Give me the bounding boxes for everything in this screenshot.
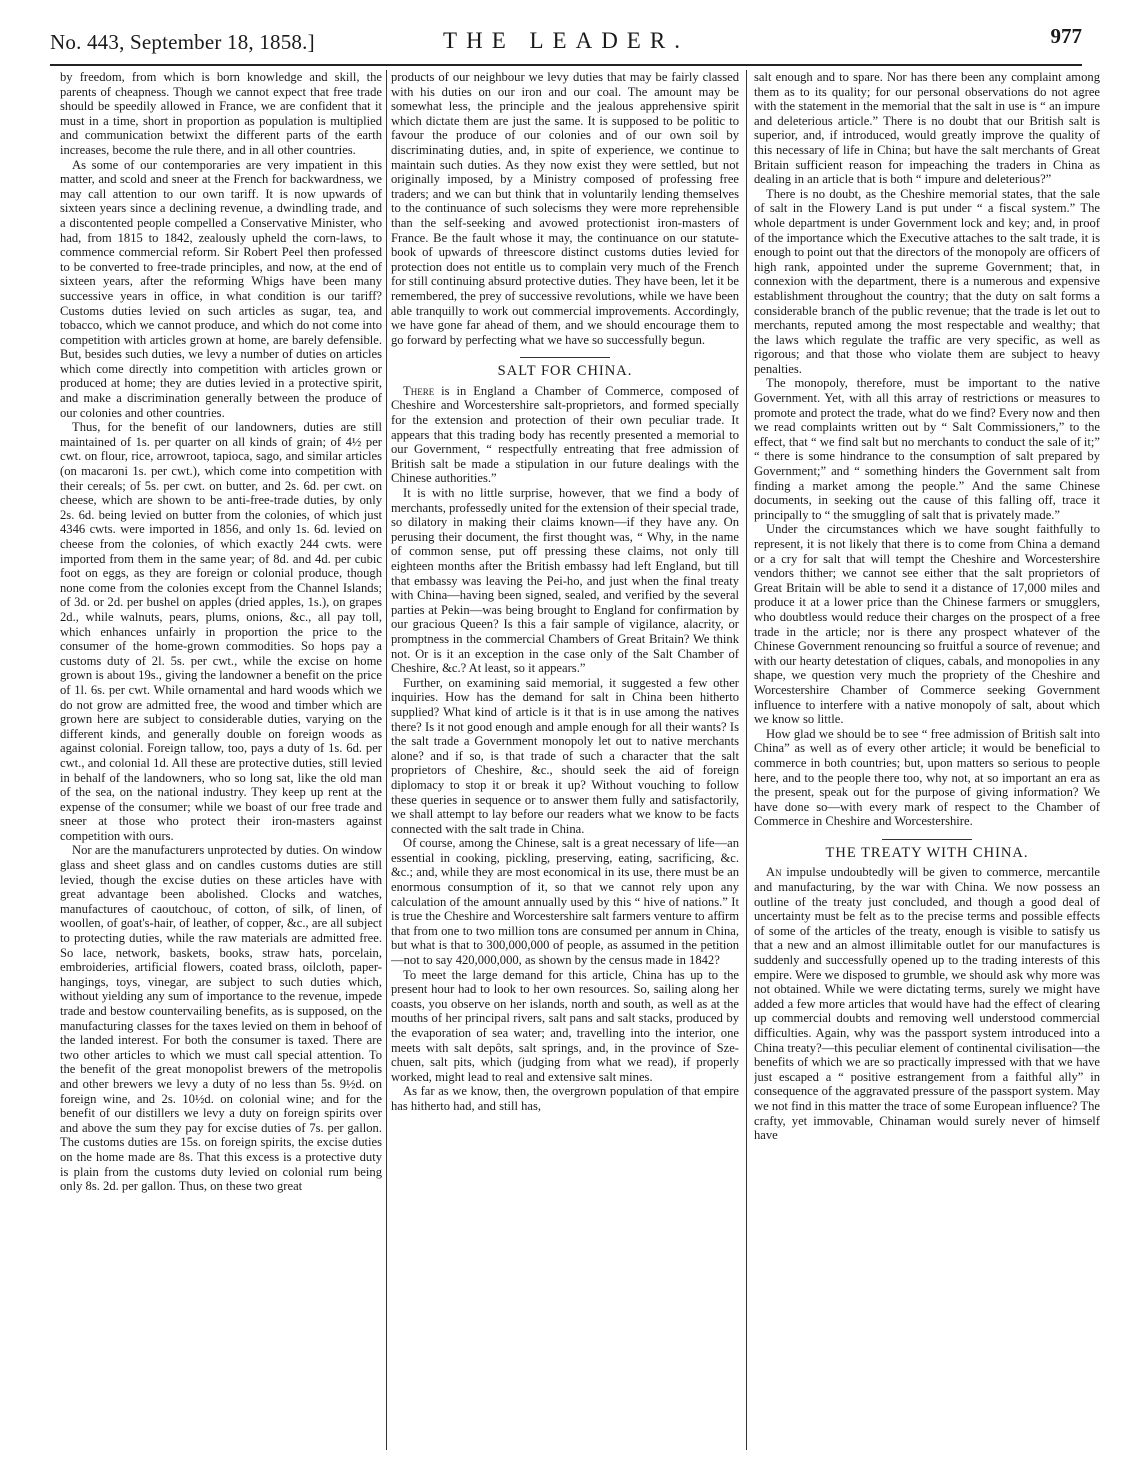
article-paragraph: Thus, for the benefit of our landowners, duties are still maintained of 1s. per quarter on all kinds of grain; of 4½ per cwt. on flour, rice, arrowroot, tapioca, sago, and similar articles (on macaroni 1s. per cwt.), which come into competition with their cereals; of 5s. per cwt. on butter, and 2s. 6d. per cwt. on cheese, which are shown to be anti-free-trade duties, by only 2s. 6d. being levied on butter from the colonies, of which just 4346 cwts. were imported in 1856, and only 1s. 6d. levied on cheese from the colonies, of which exactly 244 cwts. were imported from them in the same year; of 8d. and 4d. per cubic foot on eggs, as they are foreign or colonial produce, though none come from the colonies except from the Channel Islands; of 3d. or 2d. per bushel on apples (dried apples, 1s.), on grapes 2d., while walnuts, pears, plums, onions, &c., all pay toll, which enhances unfairly in proportion the price to the consumer of the home-grown commodities. So hops pay a customs duty of 2l. 5s. per cwt., while the excise on home grown is about 19s., giving the landowner a benefit on the price of 1l. 6s. per cwt. While ornamental and hard woods which we do not grow are admitted free, the wood and timber which are grown here are subject to considerable duties, varying on the different kinds, and generally double on foreign woods as against colonial. Foreign tallow, too, pays a duty of 1s. 6d. per cwt., and colonial 1d. All these are protective duties, still levied in behalf of the landowners, who so long sat, like the old man of the sea, on the national industry. They keep up rent at the expense of the consumer; while we boast of our free trade and sneer at those who protect their iron-masters against competition with ours. xyxy=(60,420,382,843)
paragraph-text: impulse undoubtedly will be given to commerce, mercantile and manufacturing, by the war with China. We now possess an outline of the treaty just concluded, and though a good deal of uncertainty must be felt as to the precise terms and possible effects of some of the articles of the treaty, enough is visible to satisfy us that a new and an almost illimitable outlet for our manufactures is suddenly and successfully opened up to the trading interests of this empire. Were we disposed to grumble, we should ask why more was not obtained. While we were dictating terms, surely we might have added a few more articles that would have had the effect of clearing up commercial doubts and removing well understood commercial difficulties. Again, why was the passport system introduced into a China treaty?—this peculiar element of continental civilisation—the benefits of which we are so practically impressed with that we have just escaped a “ positive estrangement from a faithful ally” in consequence of the aggravated pressure of the passport system. May we not find in this matter the trace of some European influence? The crafty, yet immovable, Chinaman would surely never of himself have xyxy=(754,865,1100,1143)
paragraph-text: is in England a Chamber of Commerce, composed of Cheshire and Worcestershire salt-proprietors, and formed specially for the extension and protection of their own peculiar trade. It appears that this trading body has recently presented a memorial to our Government, “ respectfully entreating that free admission of British salt be made a stipulation in our future dealings with the Chinese authorities.” xyxy=(391,383,739,486)
header-rule xyxy=(50,64,1082,66)
column-divider xyxy=(386,70,387,1450)
article-paragraph: As far as we know, then, the overgrown population of that empire has hitherto had, and still has, xyxy=(391,1084,739,1113)
section-divider xyxy=(882,839,972,840)
newspaper-title: THE LEADER. xyxy=(443,28,689,53)
article-paragraph: salt enough and to spare. Nor has there been any complaint among them as to its quality; for our personal observations do not agree with the statement in the memorial that the salt in use is “ an impure and deleterious article.” There is no doubt that our British salt is superior, and, if introduced, would greatly improve the quality of this necessary of life in China; but have the salt merchants of Great Britain sufficient reason for impeaching the traders in China as dealing in an article that is both “ impure and deleterious?” xyxy=(754,70,1100,187)
article-paragraph: by freedom, from which is born knowledge and skill, the parents of cheapness. Though we cannot expect that free trade should be speedily allowed in France, we are confident that it must in a time, short in proportion as population is multiplied and communication betwixt the different parts of the earth increases, become the rule there, and in all other countries. xyxy=(60,70,382,157)
article-paragraph: As some of our contemporaries are very impatient in this matter, and scold and sneer at the French for backwardness, we may call attention to our own tariff. It is now upwards of sixteen years since a declining revenue, a dwindling trade, and a discontented people compelled a Conservative Minister, who had, from 1815 to 1842, zealously upheld the corn-laws, to commence commercial reform. Sir Robert Peel then professed to be converted to free-trade principles, and now, at the end of sixteen years, after the reforming Whigs have been many successive years in office, in what condition is our tariff? Customs duties levied on such articles as sugar, tea, and tobacco, which we cannot produce, and which do not come into competition with articles grown at home, are barely defensible. But, besides such duties, we levy a number of duties on articles which come directly into competition with articles grown or produced at home; they are duties levied in a protective spirit, and make a discrimination generally between the produce of our colonies and other countries. xyxy=(60,157,382,420)
column-3 xyxy=(754,70,1100,1465)
article-heading-salt-for-china: SALT FOR CHINA. xyxy=(497,363,633,380)
article-paragraph: Nor are the manufacturers unprotected by duties. On window glass and sheet glass and on candles customs duties are still levied, though the excise duties on these articles have with great advantage been abolished. Clocks and watches, manufactures of caoutchouc, of cotton, of silk, of linen, of woollen, of goat's-hair, of leather, of copper, &c., are all subject to protecting duties, while the raw materials are admitted free. So lace, network, baskets, books, straw hats, porcelain, embroideries, artificial flowers, coated brass, oilcloth, paper-hangings, toys, vinegar, are subject to such duties which, without yielding any sum of importance to the revenue, impede trade and bestow countervailing benefits, as is supposed, on the manufacturing classes for the taxes levied on them in behoof of the landed interest. For both the consumer is taxed. There are two other articles to which we must call special attention. To the benefit of the great monopolist brewers of the metropolis and other brewers we levy a duty of no less than 5s. 9½d. on foreign wine, and 2s. 10½d. on colonial wine; and for the benefit of our distillers we levy a duty on foreign spirits over and above the sum they pay for excise duties of 7s. per gallon. The customs duties are 15s. on foreign spirits, the excise duties on the home made are 8s. That this excess is a protective duty is plain from the customs duty levied on colonial rum being only 8s. 2d. per gallon. Thus, on these two great xyxy=(60,843,382,1194)
issue-date: No. 443, September 18, 1858.] xyxy=(50,30,315,54)
article-paragraph: Of course, among the Chinese, salt is a great necessary of life—an essential in cooking, pickling, preserving, eating, sacrificing, &c. &c.; and, while they are most economical in its use, there must be an enormous consumption of it, so that we cannot rely upon any calculation of the amount annually used by this “ hive of nations.” It is true the Cheshire and Worcestershire salt farmers venture to affirm that from one to two million tons are consumed per annum in China, but what is that to 300,000,000 of people, as assumed in the petition—not to say 420,000,000, as shown by the census made in 1842? xyxy=(391,836,739,968)
article-paragraph xyxy=(391,384,739,486)
article-paragraph: Under the circumstances which we have sought faithfully to represent, it is not likely that there is to come from China a demand or a cry for salt that will tempt the Cheshire and Worcestershire vendors thither; we cannot see either that the salt proprietors of Great Britain will be able to send it a distance of 17,000 miles and produce it at a lower price than the Chinese farmers or smugglers, who doubtless would reduce their charges on the prospect of a free trade in the article; nor is there any prospect whatever of the Chinese Government renouncing so fruitful a source of revenue; and with our hearty detestation of cliques, cabals, and monopolies in any shape, we question very much the propriety of the Cheshire and Worcestershire Chamber of Commerce seeking Government influence to interfere with a native monopoly of salt, about which we know so little. xyxy=(754,522,1100,727)
article-paragraph: How glad we should be to see “ free admission of British salt into China” as well as of every other article; it would be beneficial to commerce in both countries; but, upon matters so serious to people here, and to the people there too, why not, at so important an era as the present, speak out for the purpose of giving information? We have done so—with every mark of respect to the Chamber of Commerce in Cheshire and Worcestershire. xyxy=(754,726,1100,829)
article-paragraph: To meet the large demand for this article, China has up to the present hour had to look to her own resources. So, sailing along her coasts, you observe on her islands, north and south, as well as at the mouths of her principal rivers, salt pans and salt stacks, produced by the evaporation of sea water; and, travelling into the interior, one meets with salt depôts, salt springs, and, in the province of Sze-chuen, salt pits, which (judging from what we read), if properly worked, might lead to real and extensive salt mines. xyxy=(391,967,739,1084)
column-divider xyxy=(746,70,747,1450)
page-number: 977 xyxy=(1050,24,1082,48)
article-paragraph: The monopoly, therefore, must be important to the native Government. Yet, with all this array of restrictions or measures to promote and protect the trade, what do we find? Every now and then we read complaints written out by “ Salt Commissioners,” to the effect, that “ we find salt but no merchants to conduct the sale of it;” “ there is some hindrance to the consumption of salt prepared by Government;” and “ something hinders the Government salt from finding a market among the people.” And the same Chinese documents, in seeking out the cause of this falling off, trace it principally to “ the smuggling of salt that is privately made.” xyxy=(754,376,1100,522)
lead-word: There xyxy=(403,383,435,398)
section-divider xyxy=(520,357,610,358)
article-heading-treaty-with-china: THE TREATY WITH CHINA. xyxy=(825,844,1029,861)
lead-word: An xyxy=(766,865,782,880)
article-paragraph xyxy=(754,865,1100,1142)
article-paragraph: Further, on examining said memorial, it suggested a few other inquiries. How has the demand for salt in China been hitherto supplied? What kind of article is it that is in use among the natives there? Is it not good enough and ample enough for all their wants? Is the salt trade a Government monopoly let out to native merchants alone? and if so, is that trade of such a character that the salt proprietors of Cheshire, &c., should seek the aid of foreign diplomacy to stop it or break it up? Without vouching to follow these queries in sequence or to answer them fully and satisfactorily, we shall attempt to lay before our readers what we know to be facts connected with the salt trade in China. xyxy=(391,675,739,836)
article-paragraph: It is with no little surprise, however, that we find a body of merchants, professedly united for the extension of their special trade, so dilatory in making their claims known—if they have any. On perusing their document, the first thought was, “ Why, in the name of common sense, put off pressing these claims, not only till eighteen months after the British embassy had left England, but till that embassy was leaving the Pei-ho, and just when the final treaty with China—having been signed, sealed, and verified by the several parties at Pekin—was being brought to England for confirmation by our gracious Queen? Is this a fair sample of vigilance, alacrity, or promptness in the commercial Chambers of Great Britain? We think not. Or is it an exception in the case only of the Salt Chamber of Cheshire, &c.? At least, so it appears.” xyxy=(391,486,739,676)
column-1 xyxy=(60,70,382,1465)
article-paragraph: There is no doubt, as the Cheshire memorial states, that the sale of salt in the Flowery Land is put under “ a fiscal system.” The whole department is under Government lock and key; and, in proof of the importance which the Executive attaches to the salt trade, it is enough to point out that the directors of the monopoly are officers of high rank, appointed under the supreme Government; that, in connexion with the department, there is a numerous and expensive establishment throughout the country; that the duty on salt forms a considerable branch of the public revenue; that the trade is let out to merchants, reputed among the most respectable and wealthy; that the laws which regulate the traffic are very specific, as well as rigorous; and that those who violate them are subject to heavy penalties. xyxy=(754,186,1100,376)
column-2 xyxy=(391,70,739,1465)
article-paragraph: products of our neighbour we levy duties that may be fairly classed with his duties on our iron and our coal. The amount may be somewhat less, the principle and the jealous apprehensive spirit which dictate them are just the same. It is supposed to be politic to favour the produce of our colonies and of our own soil by discriminating duties, and, in spite of experience, we continue to maintain such duties. As they now exist they were settled, but not originally imposed, by a Ministry composed of professing free traders; and we can but think that in voluntarily lending themselves to the continuance of such solecisms they were more reprehensible than the self-seeking and avowed protectionist iron-masters of France. Be the fault whose it may, the continuance on our statute-book of upwards of threescore distinct customs duties levied for protection does not entitle us to complain very much of the French for still continuing absurd protective duties. They have been, let it be remembered, the prey of successive revolutions, while we have been able tranquilly to work out commercial improvements. Accordingly, we have gone far ahead of them, and we should encourage them to go forward by perfecting what we have so successfully begun. xyxy=(391,70,739,347)
